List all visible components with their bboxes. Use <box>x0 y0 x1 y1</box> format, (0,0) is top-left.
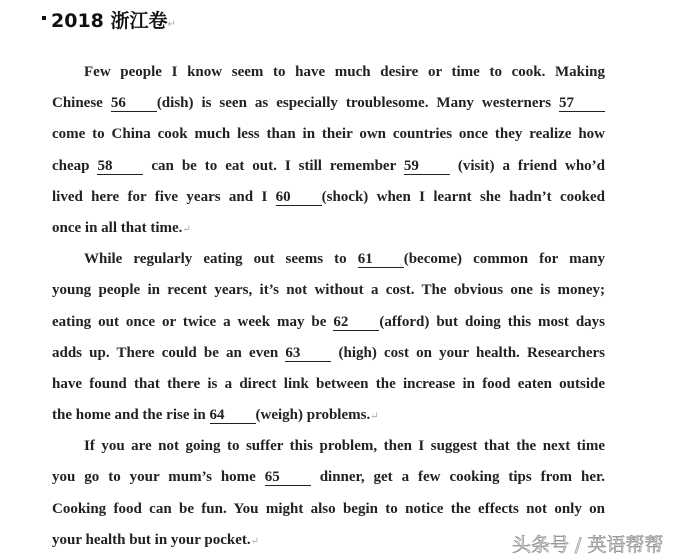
line-text: once in all that time. <box>52 219 183 236</box>
blank-57: 57 <box>559 96 605 112</box>
bullet-icon <box>42 16 46 20</box>
line-text: (shock) when I learnt she hadn’t cooked <box>321 188 606 205</box>
text-line <box>52 342 605 373</box>
line-text: Few people I know seem to have much desire or time to cook. Making <box>84 64 605 80</box>
watermark: 头条号 / 英语帮帮 <box>512 534 664 556</box>
line-text: (high) cost on your health. Researchers <box>331 344 605 361</box>
text-line <box>52 498 605 529</box>
line-text: adds up. There could be an even <box>52 344 286 361</box>
paragraph-mark-icon: ↵ <box>182 223 191 235</box>
line-text: dinner, get a few cooking tips from her. <box>310 469 606 486</box>
cloze-passage <box>52 61 605 560</box>
line-text: While regularly eating out seems to <box>84 251 358 268</box>
line-text: lived here for five years and I <box>52 188 276 205</box>
text-line <box>52 466 605 497</box>
line-text: the home and the rise in <box>52 407 210 424</box>
text-line <box>52 186 605 217</box>
blank-59: 59 <box>404 159 450 175</box>
text-line <box>52 311 605 342</box>
line-text: young people in recent years, it’s not without a cost. The obvious one is money; <box>52 282 605 299</box>
line-text: Chinese <box>52 95 111 112</box>
line-text: (become) common for many <box>403 251 605 268</box>
line-text: (weigh) problems. <box>255 407 371 424</box>
line-text: (dish) is seen as especially troublesome. Many westerners <box>156 95 559 112</box>
line-text: have found that there is a direct link between the increase in food eaten outside <box>52 375 605 392</box>
blank-64: 64 <box>210 408 256 424</box>
text-line <box>52 61 605 92</box>
text-line <box>52 279 605 310</box>
text-line <box>52 155 605 186</box>
text-line <box>52 248 605 279</box>
text-line <box>52 435 605 466</box>
blank-56: 56 <box>111 96 157 112</box>
blank-63: 63 <box>285 346 331 362</box>
blank-62: 62 <box>333 315 379 331</box>
text-line <box>52 404 605 435</box>
blank-58: 58 <box>97 159 143 175</box>
line-text: (visit) a friend who’d <box>449 157 605 174</box>
title-text: 2018 浙江卷 <box>51 10 168 32</box>
text-line <box>52 373 605 404</box>
blank-60: 60 <box>276 190 322 206</box>
line-text: If you are not going to suffer this problem, then I suggest that the next time <box>84 438 605 455</box>
paragraph-mark-icon: ↵ <box>370 411 379 423</box>
paragraph-mark-icon: ↵ <box>250 535 260 547</box>
blank-61: 61 <box>358 252 404 268</box>
line-text: can be to eat out. I still remember <box>143 157 404 174</box>
text-line <box>52 123 605 154</box>
line-text: come to China cook much less than in their own countries once they realize how <box>52 126 605 143</box>
blank-65: 65 <box>265 470 311 486</box>
line-text: your health but in your pocket. <box>52 531 251 548</box>
line-text: (afford) but doing this most days <box>379 313 605 330</box>
document-title <box>42 6 176 33</box>
line-text: eating out once or twice a week may be <box>52 313 334 330</box>
line-text: you go to your mum’s home <box>52 469 265 486</box>
text-line <box>52 92 605 123</box>
line-text: cheap <box>52 157 98 174</box>
line-text: Cooking food can be fun. You might also begin to notice the effects not only on <box>52 500 605 517</box>
text-line <box>52 217 605 248</box>
paragraph-mark-icon: ↵ <box>167 19 176 30</box>
